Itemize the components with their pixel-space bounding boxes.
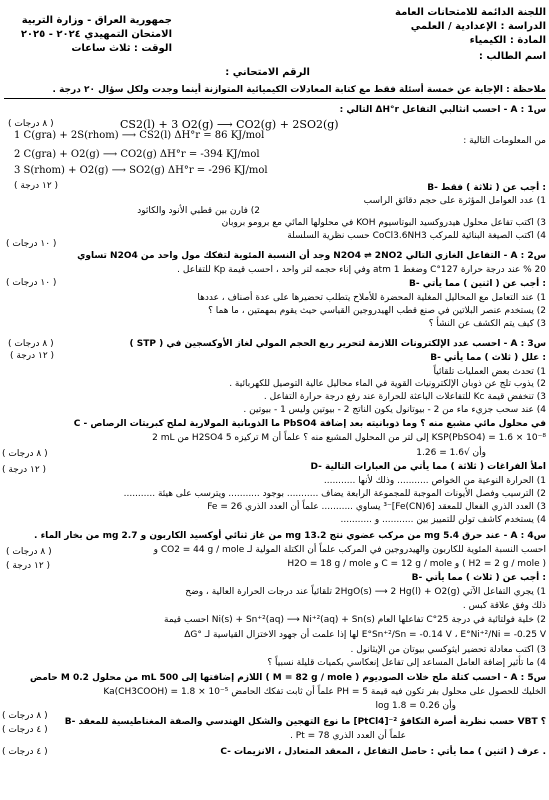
q2-a-marks: ( ١٠ درجات ) [6, 239, 57, 249]
q1-b4: 4) اكتب الصيغة البنائية للمركب CoCl3.6NH3 حسب نظرية السلسلة [287, 231, 546, 241]
q3-d2: 2) الترسيب وفصل الأيونات الموجبة للمجموعة الرابعة يضاف ........... بوجود ........... ويترسب على هيئة ........... [123, 489, 546, 499]
committee-title: اللجنة الدائمة للامتحانات العامة [395, 7, 546, 18]
q1-given: من المعلومات التالية : [463, 136, 546, 146]
q1-b: B- أجب عن ( ثلاثة ) فقط : [427, 183, 546, 193]
q3-c-sqrt: وأن √1.6 = 1.26 [416, 448, 486, 458]
q5-a: س5 : A - احسب كتلة ملح خلات الصوديوم ( M = 82 g / mole ) اللازم إضافتها إلى 500 mL من محلول 0.2 M حامض [30, 673, 546, 683]
q3-c-marks: ( ٨ درجات ) [2, 449, 48, 459]
q3-c-cont: 2 mL من H2SO4 تركيزه 5 M إلى لتر من المحلول المشبع منه ؟ علماً أن KSP(PbSO4) = 1.6 × 10⁻⁸ [152, 433, 546, 443]
exam-number-label: الرقم الامتحاني : [225, 67, 310, 78]
q3-a-marks: ( ٨ درجات ) [8, 339, 54, 349]
q4-b4: 4) ما تأثير إضافة العامل المساعد إلى تفاعل إنعكاسي بكميات قليلة نسبياً ؟ [267, 658, 546, 668]
q1-a-marks: ( ٨ درجات ) [8, 119, 54, 129]
divider [4, 98, 546, 99]
q4-b1: 1) يجري التفاعل الآتي 2HgO(s) ⟶ 2 Hg(l) + O2(g) تلقائياً عند درجات الحرارة العالية ، وضح [185, 587, 546, 597]
q3-d1: 1) الحرارة النوعية من الخواص ........... وذلك لأنها ........... [323, 476, 546, 486]
q2-b: B- أجب عن ( اثنين ) مما يأتي : [409, 279, 546, 289]
q5-b-cont: علماً أن العدد الذري Pt = 78 . [290, 731, 406, 741]
q4-b2-cont: ΔG° لها إذا علمت أن جهود الاختزال القياسية لـ E°Sn⁺²/Sn = -0.14 V ، E°Ni⁺²/Ni = -0.25 V [184, 630, 546, 640]
q3-d4: 4) يستخدم كاشف تولن للتمييز بين ........... و ........... [340, 515, 546, 525]
exam-title: الامتحان التمهيدي ٢٠٢٤ - ٢٠٢٥ [20, 29, 172, 40]
q3-d: D- املأ الفراغات ( ثلاثة ) مما يأتي من العبارات التالية [310, 462, 546, 472]
q2-a: س2 : A - التفاعل الغازي التالي N2O4 ⇌ 2NO2 وجد أن النسبة المئوية لتفكك مول واحد من N2O4 تساوي [77, 251, 546, 261]
exam-time: الوقت : ثلاث ساعات [71, 43, 172, 54]
q3-d3: 3) العدد الذري الفعال للمعقد [Fe(CN)6]⁻³ يساوي ........... علماً أن العدد الذري Fe = 26 [207, 502, 546, 512]
q3-b: B- علل ( ثلاث ) مما يأتي : [430, 353, 546, 363]
ministry-title: جمهورية العراق - وزارة التربية [21, 15, 172, 26]
q2-a-cont: 20 % عند درجة حرارة 127°C وضغط 1 atm وفي إناء حجمه لتر واحد ، احسب قيمة Kp للتفاعل . [177, 265, 546, 275]
q5-a-cont: الخليك للحصول على محلول بفر تكون فيه قيمة PH = 5 علماً أن ثابت تفكك الحامض Ka(CH3COOH) = 1.8 × 10⁻⁵ [103, 687, 546, 697]
q5-a-log: وأن log 1.8 = 0.26 [375, 701, 456, 711]
q3-c: C - ما الذوبانية المولارية لملح كبريتات الرصاص PbSO4 في محلول مائي مشبع منه ؟ وما ذوبانيته بعد إضافة [73, 419, 546, 429]
q3-d-marks: ( ١٢ درجة ) [2, 465, 47, 475]
exam-note: ملاحظة : الإجابة عن خمسة أسئلة فقط مع كتابة المعادلات الكيميائية المتوازنة أينما وجدت ولكل سؤال ٢٠ درجة . [52, 85, 546, 95]
q3-b-marks: ( ١٢ درجة ) [10, 351, 55, 361]
q5-a-marks: ( ٨ درجات ) [2, 711, 48, 721]
q5-b-marks: ( ٤ درجات ) [2, 725, 48, 735]
q1-b1: 1) عدد العوامل المؤثرة على حجم دقائق الراسب [363, 196, 546, 206]
q4-b3: 3) اكتب معادلة تحضير ايثوكسي بيوتان من الإيثانول . [350, 645, 546, 655]
q3-b3: 3) تنخفض قيمة Kc للتفاعلات الباعثة للحرارة عند رفع درجة حرارة التفاعل . [263, 392, 546, 402]
q4-b: B- أجب عن ( ثلاث ) مما يأتي : [411, 573, 546, 583]
q2-b1: 1) عند التعامل مع المحاليل المغلية المحضرة للأملاح يتطلب تحضيرها على عدة أصناف ، عددها [197, 293, 546, 303]
q4-b-marks: ( ١٢ درجة ) [6, 561, 51, 571]
q1-eq1: 1 C(gra) + 2S(rhom) ⟶ CS2(l) ΔH°r = 86 KJ/mol [14, 130, 265, 141]
q3-b4: 4) عند سحب جزيء ماء من 2 - بيوتانول يكون الناتج 2 - بيوتين وليس 1 - بيوتين . [243, 405, 546, 415]
q4-b1-cont: ذلك وفق علاقة كبس . [462, 601, 546, 611]
q5-b: B- ما نوع التهجين والشكل الهندسي والصفة المغناطيسية للمعقد [PtCl4]⁻² حسب نظرية أصرة التكافؤ VBT ؟ [64, 717, 546, 727]
q4-a: س4 : A - عند حرق 5.4 mg من مركب عضوي نتج 13.2 mg من غاز ثنائي أوكسيد الكاربون و 2.7 mg من بخار الماء . [34, 531, 546, 541]
q1-b-marks: ( ١٢ درجة ) [14, 181, 59, 191]
q1-eq3: 3 S(rhom) + O2(g) ⟶ SO2(g) ΔH°r = -296 KJ/mol [14, 165, 268, 176]
q3-a: س3 : A - احسب عدد الإلكترونات اللازمة لتحرير ربع الحجم المولي لغاز الأوكسجين في ( STP ) [129, 339, 546, 349]
q3-b2: 2) يذوب تلج عن ذوبان الإلكترونيات القوية في الماء محاليل عالية التوصيل للكهربائية . [229, 379, 546, 389]
q5-c-marks: ( ٤ درجات ) [2, 747, 48, 757]
q5-c: C- عرف ( اثنين ) مما يأتي : حاصل التفاعل ، المعقد المتعادل ، الانزيمات . [220, 747, 546, 757]
q4-a-marks: ( ٨ درجات ) [6, 547, 52, 557]
q4-a-masses: H2O = 18 g / mole و C = 12 g / mole و ( H2 = 2 g / mole ) [287, 559, 546, 569]
q3-b1: 1) تحدث بعض العمليات تلقائياً [433, 367, 546, 377]
q2-b3: 3) كيف يتم الكشف عن النشأ ؟ [428, 319, 546, 329]
q4-b2: 2) خلية فولتائية في درجة 25°C تفاعلها العام Ni(s) + Sn⁺²(aq) ⟶ Ni⁺²(aq) + Sn(s) احسب قيمة [164, 615, 546, 625]
q2-b-marks: ( ١٠ درجات ) [6, 278, 57, 288]
q1-a: س1 : A - احسب انثالبي التفاعل ΔH°r التالي : [339, 105, 546, 115]
q1-b2: 2) فارن بين قطبي الأنود والكاثود [137, 206, 260, 216]
q1-b3: 3) اكتب تفاعل محلول هيدروكسيد البوتاسيوم KOH في محلولها المائي مع برومو بروبان [221, 218, 546, 228]
subject-name: المادة : الكيمياء [469, 35, 546, 46]
q1-eq2: 2 C(gra) + O2(g) ⟶ CO2(g) ΔH°r = -394 KJ/mol [14, 149, 260, 160]
q1-main-equation: CS2(l) + 3 O2(g) ⟶ CO2(g) + 2SO2(g) [120, 118, 339, 131]
q4-a-cont: احسب النسبة المئوية للكاربون والهيدروجين في المركب علماً أن الكتلة المولية لـ CO2 = 44 g / mole و [153, 545, 546, 555]
study-stream: الدراسة : الإعدادية / العلمي [410, 21, 546, 32]
q2-b2: 2) يستخدم عنصر البلاتين في صنع قطب الهيدروجين القياسي حيث يقوم بمهمتين ، ما هما ؟ [208, 306, 546, 316]
student-name-label: اسم الطالب : [478, 51, 546, 62]
